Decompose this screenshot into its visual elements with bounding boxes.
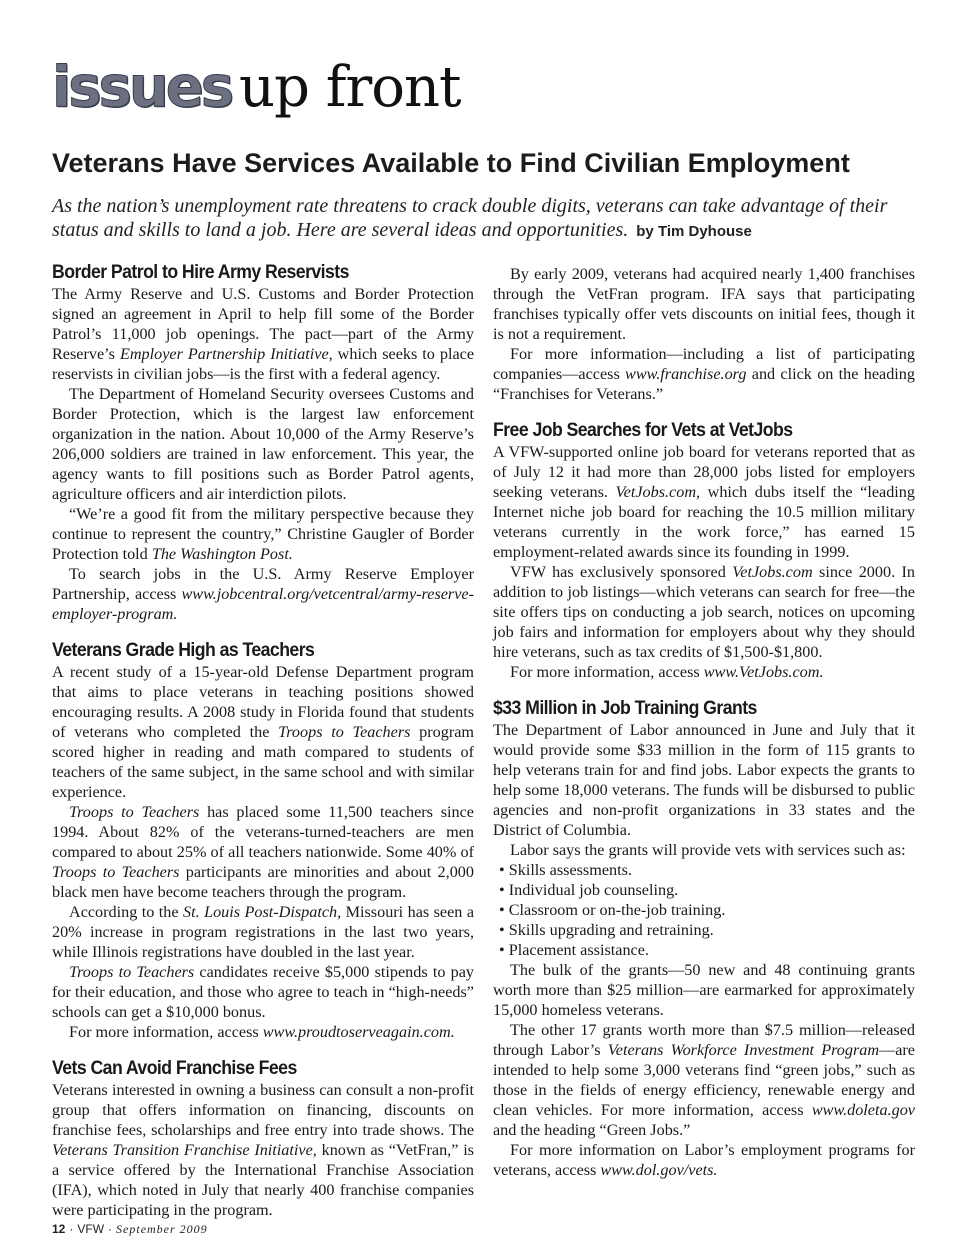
italic-text: Troops to Teachers — [278, 723, 411, 741]
section-border-patrol — [52, 262, 474, 624]
list-item: • Placement assistance. — [499, 940, 915, 960]
page-number: 12 — [52, 1222, 66, 1236]
list-item: • Skills assessments. — [499, 860, 915, 880]
text: The other 17 grants worth more than $7.5 million—released through Labor’s — [493, 1021, 915, 1059]
paragraph: Labor says the grants will provide vets with services such as: — [510, 841, 906, 859]
article-headline: Veterans Have Services Available to Find Civilian Employment — [52, 148, 850, 178]
italic-text: The Washington Post. — [151, 545, 293, 563]
paragraph — [52, 504, 474, 564]
italic-text: Troops to Teachers — [69, 963, 195, 981]
list-item: • Classroom or on-the-job training. — [499, 900, 915, 920]
url-link[interactable]: www.VetJobs.com. — [703, 663, 824, 681]
text: known as “VetFran,” is a service offered by the International Franchise Association (IFA), which noted in July that nearly 400 franchise companies were participating in the program. — [52, 1141, 474, 1219]
section-franchise-continued — [493, 264, 915, 404]
byline: by Tim Dyhouse — [636, 223, 752, 240]
italic-text: St. Louis Post-Dispatch, — [183, 903, 342, 921]
article-deck — [52, 194, 922, 244]
text: For more information on Labor’s employment programs for veterans, access — [493, 1141, 915, 1179]
text: and click on the heading “Franchises for Veterans.” — [493, 365, 915, 403]
url-link[interactable]: www.dol.gov/vets. — [600, 1161, 718, 1179]
url-link[interactable]: www.proudtoserveagain.com. — [262, 1023, 455, 1041]
italic-text: Troops to Teachers — [52, 863, 180, 881]
text: For more information, access — [510, 663, 704, 681]
heading-franchise: Vets Can Avoid Franchise Fees — [52, 1058, 297, 1079]
services-list — [493, 860, 915, 960]
paragraph: By early 2009, veterans had acquired nearly 1,400 franchises through the VetFran program. IFA says that participating franchises typically offer vets discounts on initial fees, though it is not a requirement. — [493, 265, 915, 343]
url-link[interactable]: www.doleta.gov — [811, 1101, 915, 1119]
italic-text: VetJobs.com — [732, 563, 813, 581]
paragraph — [493, 662, 915, 682]
heading-vetjobs: Free Job Searches for Vets at VetJobs — [493, 420, 793, 441]
text: has placed some 11,500 teachers since 1994. About 82% of the veterans-turned-teachers are men compared to about 25% of all teachers nationwide. Some 40% of — [52, 803, 474, 861]
paragraph — [52, 662, 474, 802]
paragraph: The Department of Labor announced in June and July that it would provide some $33 million in the form of 115 grants to help veterans train for and find jobs. Labor expects the grants to help some 18,000 veterans. The funds will be disbursed to public agencies and non-profit organizations in 33 states and the District of Columbia. — [493, 721, 915, 839]
section-vetjobs — [493, 420, 915, 682]
text: program scored higher in reading and math compared to students of teachers of the same subject, in the same school and with similar experience. — [52, 723, 474, 801]
text: For more information—including a list of participating companies—access — [493, 345, 915, 383]
heading-border-patrol: Border Patrol to Hire Army Reservists — [52, 262, 349, 283]
paragraph — [52, 284, 474, 384]
paragraph: The bulk of the grants—50 new and 48 continuing grants worth more than $25 million—are earmarked for approximately 15,000 homeless veterans. — [493, 961, 915, 1019]
paragraph — [52, 802, 474, 902]
text: since 2000. In addition to job listings—which veterans can search for free—the site offers tips on conducting a job search, notices on upcoming job fairs and information for employers about why they should hire veterans, such as tax credits of $1,500-$1,800. — [493, 563, 915, 661]
heading-teachers: Veterans Grade High as Teachers — [52, 640, 315, 661]
text: To search jobs in the U.S. Army Reserve Employer Partnership, access — [52, 565, 474, 603]
italic-text: VetJobs.com, — [615, 483, 701, 501]
heading-grants: $33 Million in Job Training Grants — [493, 698, 757, 719]
paragraph — [493, 1020, 915, 1140]
left-column — [52, 262, 474, 1220]
section-teachers — [52, 640, 474, 1042]
issue-date: September 2009 — [116, 1222, 208, 1236]
list-item: • Skills upgrading and retraining. — [499, 920, 915, 940]
text: participants are minorities and about 2,000 black men have become teachers through the program. — [52, 863, 474, 901]
italic-text: Troops to Teachers — [69, 803, 200, 821]
text: which dubs itself the “leading Internet niche job board for reaching the 10.5 million military veterans currently in the work force,” has earned 15 employment-related awards since its founding in 1999. — [493, 483, 915, 561]
deck-text: As the nation’s unemployment rate threatens to crack double digits, veterans can take advantage of their status and skills to land a job. Here are several ideas and opportunities. — [52, 195, 888, 241]
italic-text: Employer Partnership Initiative, — [119, 345, 333, 363]
paragraph — [493, 442, 915, 562]
paragraph — [493, 562, 915, 662]
paragraph — [52, 902, 474, 962]
separator-dot: · — [69, 1222, 74, 1236]
paragraph — [52, 1080, 474, 1220]
paragraph — [493, 1140, 915, 1180]
url-link[interactable]: www.jobcentral.org/vetcentral/army-reserve-employer-program. — [52, 585, 474, 623]
paragraph — [52, 564, 474, 624]
section-franchise — [52, 1058, 474, 1220]
section-grants — [493, 698, 915, 1180]
masthead-up-front: up front — [239, 55, 461, 120]
section-masthead — [52, 38, 461, 118]
italic-text: Veterans Transition Franchise Initiative, — [52, 1141, 317, 1159]
text: which seeks to place reservists in civilian jobs—is the first with a federal agency. — [52, 345, 475, 383]
paragraph: The Department of Homeland Security oversees Customs and Border Protection, which is the largest law enforcement organization in the nation. About 10,000 of the Army Reserve’s 206,000 soldiers are trained in law enforcement. This year, the agency wants to fill positions such as Border Patrol agents, agriculture officers and air interdiction pilots. — [52, 385, 474, 503]
text: VFW has exclusively sponsored — [510, 563, 733, 581]
publication-name: VFW — [77, 1222, 105, 1236]
paragraph — [52, 1022, 474, 1042]
text: Veterans interested in owning a business can consult a non-profit group that offers information on financing, discounts on franchise fees, scholarships and free entry into trade shows. The — [52, 1081, 474, 1139]
page-footer — [52, 1222, 208, 1237]
right-column — [493, 264, 915, 1180]
text: “We’re a good fit from the military perspective because they continue to represent the country,” Christine Gaugler of Border Protection told — [52, 505, 474, 563]
paragraph — [493, 344, 915, 404]
text: For more information, access — [69, 1023, 263, 1041]
masthead-issues: issues — [52, 55, 232, 120]
paragraph — [52, 962, 474, 1022]
list-item: • Individual job counseling. — [499, 880, 915, 900]
separator-dot: · — [108, 1222, 113, 1236]
italic-text: Veterans Workforce Investment Program — [607, 1041, 880, 1059]
text: A VFW-supported online job board for veterans reported that as of July 12 it had more than 28,000 jobs listed for employers seeking veterans. — [493, 443, 915, 501]
text: —are intended to help some 3,000 veterans find “green jobs,” such as those in the fields of energy efficiency, renewable energy and clean vehicles. For more information, access — [493, 1041, 915, 1119]
text: A recent study of a 15-year-old Defense Department program that aims to place veterans in teaching positions showed encouraging results. A 2008 study in Florida found that students of veterans who completed the — [52, 663, 474, 741]
text: Missouri has seen a 20% increase in program registrations in the last two years, while Illinois registrations have doubled in the last year. — [52, 903, 474, 961]
url-link[interactable]: www.franchise.org — [625, 365, 747, 383]
text: The Army Reserve and U.S. Customs and Border Protection signed an agreement in April to help fill some of the Border Patrol’s 11,000 job openings. The pact—part of the Army Reserve’s — [52, 285, 474, 363]
text: According to the — [69, 903, 183, 921]
text: and the heading “Green Jobs.” — [493, 1121, 691, 1139]
text: candidates receive $5,000 stipends to pay for their education, and those who agree to teach in “high-needs” schools can get a $10,000 bonus. — [52, 963, 474, 1021]
